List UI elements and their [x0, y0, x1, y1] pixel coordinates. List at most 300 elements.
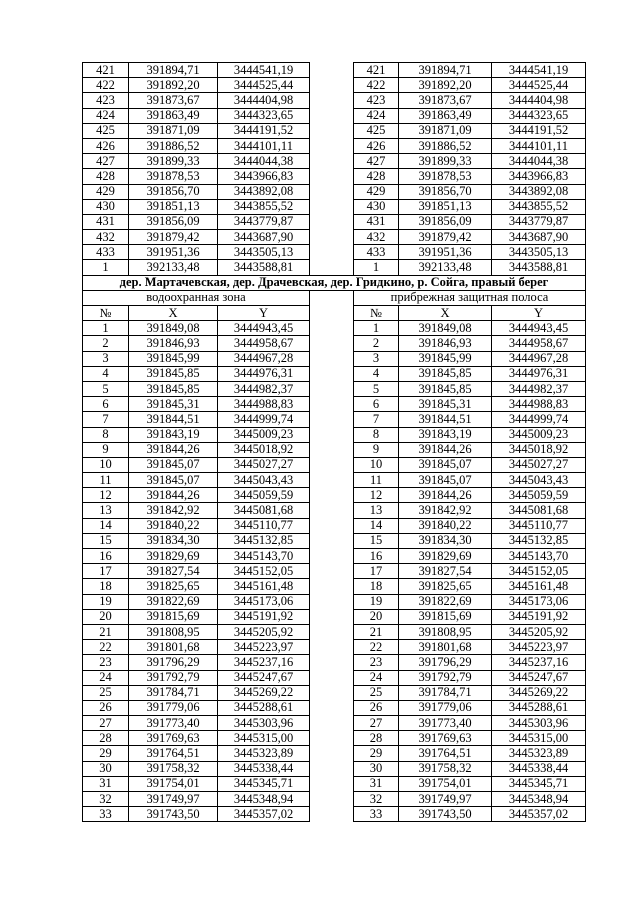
- right-y-coordinate: 3444988,83: [492, 397, 586, 412]
- right-point-number: 21: [354, 624, 399, 639]
- right-y-coordinate: 3445323,89: [492, 746, 586, 761]
- right-x-coordinate: 391851,13: [399, 199, 492, 214]
- left-x-coordinate: 391849,08: [129, 321, 218, 336]
- column-gap: [310, 123, 354, 138]
- left-point-number: 432: [83, 230, 129, 245]
- column-gap: [310, 792, 354, 807]
- coordinate-document: [82, 62, 585, 822]
- left-point-number: 10: [83, 457, 129, 472]
- right-point-number: 29: [354, 746, 399, 761]
- right-y-coordinate: 3445357,02: [492, 807, 586, 822]
- right-y-coordinate: 3445161,48: [492, 579, 586, 594]
- column-gap: [310, 351, 354, 366]
- right-point-number: 14: [354, 518, 399, 533]
- left-y-coordinate: 3445132,85: [218, 533, 310, 548]
- right-point-number: 432: [354, 230, 399, 245]
- table-row: [83, 761, 586, 776]
- right-y-coordinate: 3444541,19: [492, 63, 586, 78]
- left-point-number: 6: [83, 397, 129, 412]
- left-x-coordinate: 391825,65: [129, 579, 218, 594]
- left-y-coordinate: 3445303,96: [218, 716, 310, 731]
- column-gap: [310, 473, 354, 488]
- left-point-number: 433: [83, 245, 129, 260]
- right-point-number: 15: [354, 533, 399, 548]
- table-row: [83, 731, 586, 746]
- column-gap: [310, 108, 354, 123]
- left-x-coordinate: 392133,48: [129, 260, 218, 275]
- right-point-number: 6: [354, 397, 399, 412]
- left-y-coordinate: 3443505,13: [218, 245, 310, 260]
- right-x-coordinate: 391892,20: [399, 78, 492, 93]
- table-row: [83, 503, 586, 518]
- table-row: [83, 184, 586, 199]
- table-row: [83, 336, 586, 351]
- right-y-coordinate: 3445288,61: [492, 700, 586, 715]
- table-row: [83, 700, 586, 715]
- left-x-coordinate: 391878,53: [129, 169, 218, 184]
- right-y-coordinate: 3443966,83: [492, 169, 586, 184]
- column-gap: [310, 533, 354, 548]
- right-point-number: 423: [354, 93, 399, 108]
- left-point-number: 11: [83, 473, 129, 488]
- left-x-coordinate: 391844,26: [129, 442, 218, 457]
- right-y-coordinate: 3444976,31: [492, 366, 586, 381]
- column-gap: [310, 564, 354, 579]
- right-x-coordinate: 391894,71: [399, 63, 492, 78]
- table-row: [83, 716, 586, 731]
- column-gap: [310, 260, 354, 275]
- left-point-number: 427: [83, 154, 129, 169]
- table-row: [83, 579, 586, 594]
- right-point-number: 427: [354, 154, 399, 169]
- right-point-number: 5: [354, 381, 399, 396]
- column-gap: [310, 93, 354, 108]
- column-gap: [310, 685, 354, 700]
- left-x-coordinate: 391808,95: [129, 624, 218, 639]
- right-point-number: 9: [354, 442, 399, 457]
- left-x-coordinate: 391844,26: [129, 488, 218, 503]
- left-point-number: 5: [83, 381, 129, 396]
- column-gap: [310, 746, 354, 761]
- right-x-coordinate: 391886,52: [399, 138, 492, 153]
- right-point-number: 422: [354, 78, 399, 93]
- right-y-coordinate: 3445315,00: [492, 731, 586, 746]
- column-gap: [310, 336, 354, 351]
- table-row: [83, 533, 586, 548]
- right-y-coordinate: 3445043,43: [492, 473, 586, 488]
- left-point-number: 31: [83, 776, 129, 791]
- left-point-number: 15: [83, 533, 129, 548]
- table-row: [83, 260, 586, 275]
- left-point-number: 30: [83, 761, 129, 776]
- left-point-number: 20: [83, 609, 129, 624]
- right-x-coordinate: 391951,36: [399, 245, 492, 260]
- left-point-number: 33: [83, 807, 129, 822]
- bottom-section: [83, 321, 586, 822]
- right-point-number: 428: [354, 169, 399, 184]
- right-x-coordinate: 391844,26: [399, 442, 492, 457]
- right-y-coordinate: 3445132,85: [492, 533, 586, 548]
- left-x-coordinate: 391784,71: [129, 685, 218, 700]
- column-gap: [310, 230, 354, 245]
- left-x-coordinate: 391845,99: [129, 351, 218, 366]
- left-point-number: 422: [83, 78, 129, 93]
- left-y-coordinate: 3444541,19: [218, 63, 310, 78]
- right-y-coordinate: 3445152,05: [492, 564, 586, 579]
- table-row: [83, 169, 586, 184]
- right-y-coordinate: 3444958,67: [492, 336, 586, 351]
- left-point-number: 1: [83, 321, 129, 336]
- right-x-coordinate: 391871,09: [399, 123, 492, 138]
- left-y-coordinate: 3445152,05: [218, 564, 310, 579]
- column-gap: [310, 199, 354, 214]
- left-y-coordinate: 3443966,83: [218, 169, 310, 184]
- right-y-coordinate: 3445027,27: [492, 457, 586, 472]
- right-point-number: 1: [354, 321, 399, 336]
- left-y-coordinate: 3445223,97: [218, 640, 310, 655]
- left-y-coordinate: 3445043,43: [218, 473, 310, 488]
- right-y-coordinate: 3445059,59: [492, 488, 586, 503]
- left-y-coordinate: 3445288,61: [218, 700, 310, 715]
- table-row: [83, 776, 586, 791]
- left-header-number: №: [83, 306, 129, 321]
- table-row: [83, 457, 586, 472]
- left-y-coordinate: 3444191,52: [218, 123, 310, 138]
- left-y-coordinate: 3445315,00: [218, 731, 310, 746]
- left-y-coordinate: 3443687,90: [218, 230, 310, 245]
- table-row: [83, 473, 586, 488]
- table-row: [83, 78, 586, 93]
- left-point-number: 27: [83, 716, 129, 731]
- left-y-coordinate: 3444323,65: [218, 108, 310, 123]
- table-row: [83, 138, 586, 153]
- column-gap: [310, 138, 354, 153]
- table-row: [83, 381, 586, 396]
- left-y-coordinate: 3445357,02: [218, 807, 310, 822]
- left-y-coordinate: 3445348,94: [218, 792, 310, 807]
- right-x-coordinate: 391808,95: [399, 624, 492, 639]
- right-point-number: 25: [354, 685, 399, 700]
- left-y-coordinate: 3445237,16: [218, 655, 310, 670]
- left-point-number: 1: [83, 260, 129, 275]
- left-x-coordinate: 391815,69: [129, 609, 218, 624]
- column-gap: [310, 776, 354, 791]
- right-point-number: 13: [354, 503, 399, 518]
- right-x-coordinate: 391754,01: [399, 776, 492, 791]
- table-row: [83, 746, 586, 761]
- right-point-number: 17: [354, 564, 399, 579]
- right-y-coordinate: 3445338,44: [492, 761, 586, 776]
- column-gap: [310, 518, 354, 533]
- left-y-coordinate: 3444958,67: [218, 336, 310, 351]
- left-x-coordinate: 391754,01: [129, 776, 218, 791]
- right-point-number: 12: [354, 488, 399, 503]
- right-point-number: 31: [354, 776, 399, 791]
- column-gap: [310, 184, 354, 199]
- right-x-coordinate: 391846,93: [399, 336, 492, 351]
- column-gap: [310, 594, 354, 609]
- right-point-number: 30: [354, 761, 399, 776]
- left-point-number: 13: [83, 503, 129, 518]
- right-x-coordinate: 391849,08: [399, 321, 492, 336]
- top-section: [83, 63, 586, 276]
- right-point-number: 26: [354, 700, 399, 715]
- right-x-coordinate: 391856,09: [399, 214, 492, 229]
- table-row: [83, 427, 586, 442]
- right-x-coordinate: 391845,07: [399, 473, 492, 488]
- left-x-coordinate: 391827,54: [129, 564, 218, 579]
- right-x-coordinate: 391845,85: [399, 381, 492, 396]
- left-x-coordinate: 391779,06: [129, 700, 218, 715]
- left-y-coordinate: 3445338,44: [218, 761, 310, 776]
- column-gap: [310, 154, 354, 169]
- right-y-coordinate: 3443505,13: [492, 245, 586, 260]
- table-row: [83, 214, 586, 229]
- right-y-coordinate: 3445009,23: [492, 427, 586, 442]
- column-gap: [310, 78, 354, 93]
- left-y-coordinate: 3443892,08: [218, 184, 310, 199]
- right-point-number: 18: [354, 579, 399, 594]
- right-y-coordinate: 3443588,81: [492, 260, 586, 275]
- table-row: [83, 670, 586, 685]
- left-point-number: 7: [83, 412, 129, 427]
- right-x-coordinate: 391834,30: [399, 533, 492, 548]
- right-header-number: №: [354, 306, 399, 321]
- left-y-coordinate: 3444982,37: [218, 381, 310, 396]
- table-row: [83, 685, 586, 700]
- right-y-coordinate: 3445303,96: [492, 716, 586, 731]
- right-x-coordinate: 391773,40: [399, 716, 492, 731]
- left-x-coordinate: 391899,33: [129, 154, 218, 169]
- left-x-coordinate: 391863,49: [129, 108, 218, 123]
- column-gap: [310, 412, 354, 427]
- right-y-coordinate: 3445205,92: [492, 624, 586, 639]
- left-point-number: 423: [83, 93, 129, 108]
- right-y-coordinate: 3443779,87: [492, 214, 586, 229]
- right-y-coordinate: 3444999,74: [492, 412, 586, 427]
- section-heading: дер. Мартачевская, дер. Драчевская, дер. Гридкино, р. Сойга, правый берег: [83, 275, 586, 290]
- left-point-number: 25: [83, 685, 129, 700]
- column-gap: [310, 457, 354, 472]
- table-row: [83, 640, 586, 655]
- left-y-coordinate: 3445205,92: [218, 624, 310, 639]
- left-x-coordinate: 391749,97: [129, 792, 218, 807]
- left-y-coordinate: 3444967,28: [218, 351, 310, 366]
- right-x-coordinate: 391845,85: [399, 366, 492, 381]
- right-y-coordinate: 3444191,52: [492, 123, 586, 138]
- right-point-number: 429: [354, 184, 399, 199]
- right-point-number: 2: [354, 336, 399, 351]
- column-gap: [310, 640, 354, 655]
- right-point-number: 8: [354, 427, 399, 442]
- left-point-number: 24: [83, 670, 129, 685]
- right-y-coordinate: 3445348,94: [492, 792, 586, 807]
- left-x-coordinate: 391764,51: [129, 746, 218, 761]
- table-row: [83, 154, 586, 169]
- right-x-coordinate: 391769,63: [399, 731, 492, 746]
- left-y-coordinate: 3443779,87: [218, 214, 310, 229]
- column-gap: [310, 290, 354, 305]
- right-x-coordinate: 391873,67: [399, 93, 492, 108]
- left-point-number: 3: [83, 351, 129, 366]
- column-gap: [310, 655, 354, 670]
- table-row: [83, 518, 586, 533]
- left-x-coordinate: 391840,22: [129, 518, 218, 533]
- right-y-coordinate: 3445269,22: [492, 685, 586, 700]
- right-y-coordinate: 3444967,28: [492, 351, 586, 366]
- table-row: [83, 549, 586, 564]
- left-y-coordinate: 3444999,74: [218, 412, 310, 427]
- right-x-coordinate: 391822,69: [399, 594, 492, 609]
- table-row: [83, 123, 586, 138]
- left-point-number: 21: [83, 624, 129, 639]
- right-x-coordinate: 391829,69: [399, 549, 492, 564]
- right-x-coordinate: 391779,06: [399, 700, 492, 715]
- left-header-y: Y: [218, 306, 310, 321]
- left-x-coordinate: 391845,85: [129, 381, 218, 396]
- table-row: [83, 792, 586, 807]
- left-x-coordinate: 391856,70: [129, 184, 218, 199]
- left-y-coordinate: 3444943,45: [218, 321, 310, 336]
- left-y-coordinate: 3444988,83: [218, 397, 310, 412]
- left-point-number: 17: [83, 564, 129, 579]
- right-point-number: 11: [354, 473, 399, 488]
- right-x-coordinate: 391899,33: [399, 154, 492, 169]
- right-point-number: 10: [354, 457, 399, 472]
- table-row: [83, 93, 586, 108]
- left-point-number: 421: [83, 63, 129, 78]
- left-x-coordinate: 391843,19: [129, 427, 218, 442]
- right-header-y: Y: [492, 306, 586, 321]
- left-point-number: 8: [83, 427, 129, 442]
- right-x-coordinate: 391749,97: [399, 792, 492, 807]
- right-x-coordinate: 391844,51: [399, 412, 492, 427]
- left-x-coordinate: 391769,63: [129, 731, 218, 746]
- left-point-number: 426: [83, 138, 129, 153]
- right-y-coordinate: 3443855,52: [492, 199, 586, 214]
- column-gap: [310, 169, 354, 184]
- right-y-coordinate: 3443892,08: [492, 184, 586, 199]
- column-gap: [310, 321, 354, 336]
- left-y-coordinate: 3445345,71: [218, 776, 310, 791]
- right-x-coordinate: 391845,99: [399, 351, 492, 366]
- left-point-number: 2: [83, 336, 129, 351]
- left-y-coordinate: 3444525,44: [218, 78, 310, 93]
- left-x-coordinate: 391773,40: [129, 716, 218, 731]
- right-point-number: 24: [354, 670, 399, 685]
- left-y-coordinate: 3445161,48: [218, 579, 310, 594]
- left-y-coordinate: 3445269,22: [218, 685, 310, 700]
- left-point-number: 430: [83, 199, 129, 214]
- right-point-number: 33: [354, 807, 399, 822]
- right-zone-title: прибрежная защитная полоса: [354, 290, 586, 305]
- right-point-number: 32: [354, 792, 399, 807]
- right-y-coordinate: 3445110,77: [492, 518, 586, 533]
- table-row: [83, 321, 586, 336]
- right-x-coordinate: 391843,19: [399, 427, 492, 442]
- right-y-coordinate: 3443687,90: [492, 230, 586, 245]
- left-x-coordinate: 391758,32: [129, 761, 218, 776]
- right-x-coordinate: 391796,29: [399, 655, 492, 670]
- right-point-number: 421: [354, 63, 399, 78]
- right-point-number: 433: [354, 245, 399, 260]
- left-x-coordinate: 391822,69: [129, 594, 218, 609]
- left-y-coordinate: 3445247,67: [218, 670, 310, 685]
- right-x-coordinate: 391784,71: [399, 685, 492, 700]
- left-y-coordinate: 3445027,27: [218, 457, 310, 472]
- column-gap: [310, 503, 354, 518]
- column-gap: [310, 488, 354, 503]
- left-x-coordinate: 391796,29: [129, 655, 218, 670]
- right-point-number: 28: [354, 731, 399, 746]
- left-x-coordinate: 391844,51: [129, 412, 218, 427]
- column-gap: [310, 549, 354, 564]
- left-y-coordinate: 3444404,98: [218, 93, 310, 108]
- left-point-number: 429: [83, 184, 129, 199]
- right-point-number: 16: [354, 549, 399, 564]
- left-point-number: 28: [83, 731, 129, 746]
- left-x-coordinate: 391834,30: [129, 533, 218, 548]
- right-y-coordinate: 3444525,44: [492, 78, 586, 93]
- table-row: [83, 245, 586, 260]
- left-x-coordinate: 391951,36: [129, 245, 218, 260]
- left-point-number: 29: [83, 746, 129, 761]
- table-row: [83, 366, 586, 381]
- column-gap: [310, 731, 354, 746]
- column-gap: [310, 366, 354, 381]
- left-zone-title: водоохранная зона: [83, 290, 310, 305]
- left-header-x: X: [129, 306, 218, 321]
- right-x-coordinate: 391764,51: [399, 746, 492, 761]
- column-gap: [310, 807, 354, 822]
- table-row: [83, 199, 586, 214]
- left-x-coordinate: 391873,67: [129, 93, 218, 108]
- column-gap: [310, 609, 354, 624]
- left-point-number: 14: [83, 518, 129, 533]
- right-x-coordinate: 391792,79: [399, 670, 492, 685]
- left-y-coordinate: 3445081,68: [218, 503, 310, 518]
- column-gap: [310, 700, 354, 715]
- table-row: [83, 609, 586, 624]
- right-point-number: 23: [354, 655, 399, 670]
- column-gap: [310, 624, 354, 639]
- right-y-coordinate: 3445237,16: [492, 655, 586, 670]
- column-gap: [310, 427, 354, 442]
- left-x-coordinate: 391743,50: [129, 807, 218, 822]
- right-y-coordinate: 3445081,68: [492, 503, 586, 518]
- left-point-number: 19: [83, 594, 129, 609]
- left-x-coordinate: 391846,93: [129, 336, 218, 351]
- left-x-coordinate: 391851,13: [129, 199, 218, 214]
- table-row: [83, 655, 586, 670]
- right-x-coordinate: 391878,53: [399, 169, 492, 184]
- right-y-coordinate: 3444323,65: [492, 108, 586, 123]
- left-y-coordinate: 3445009,23: [218, 427, 310, 442]
- table-row: [83, 624, 586, 639]
- table-row: [83, 564, 586, 579]
- left-point-number: 22: [83, 640, 129, 655]
- right-point-number: 425: [354, 123, 399, 138]
- column-gap: [310, 761, 354, 776]
- column-gap: [310, 716, 354, 731]
- left-x-coordinate: 391842,92: [129, 503, 218, 518]
- column-gap: [310, 670, 354, 685]
- right-y-coordinate: 3445247,67: [492, 670, 586, 685]
- left-x-coordinate: 391845,31: [129, 397, 218, 412]
- right-y-coordinate: 3445191,92: [492, 609, 586, 624]
- right-y-coordinate: 3444044,38: [492, 154, 586, 169]
- left-y-coordinate: 3443588,81: [218, 260, 310, 275]
